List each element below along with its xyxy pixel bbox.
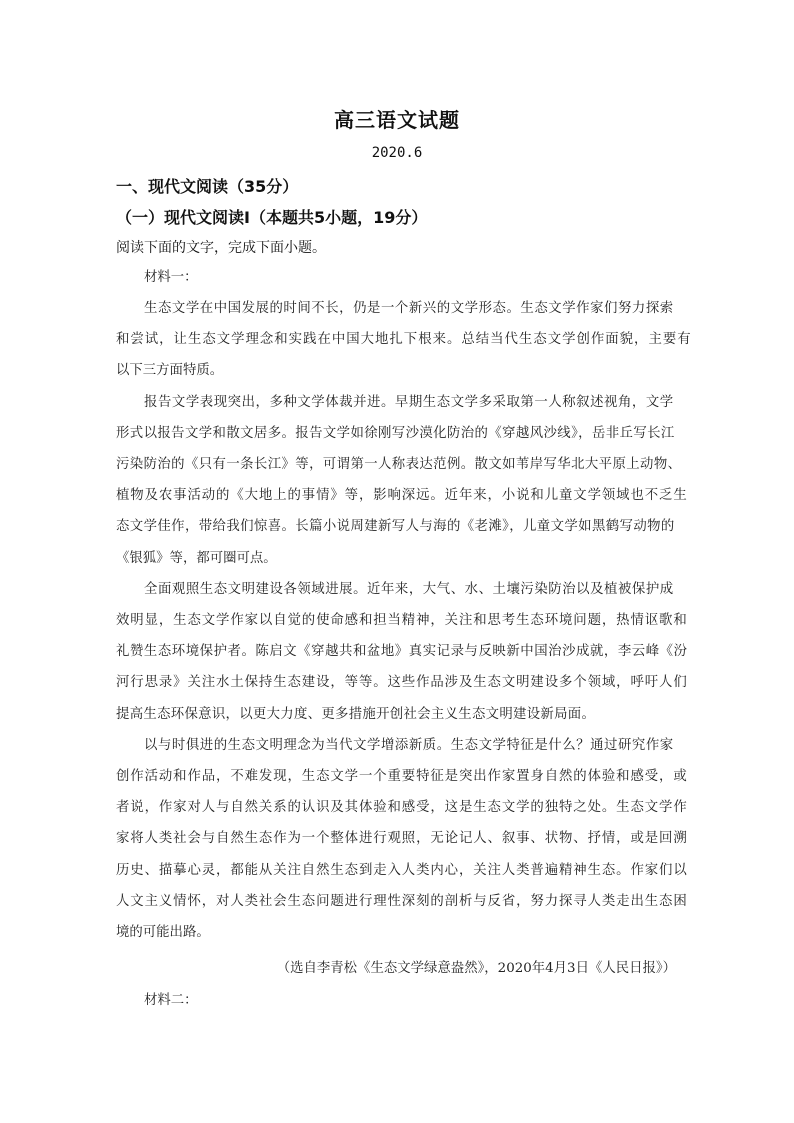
paragraph-line: 河行思录》关注水土保持生态建设，等等。这些作品涉及生态文明建设多个领域，呼吁人们: [116, 675, 688, 690]
paragraph-line: 提高生态环保意识，以更大力度、更多措施开创社会主义生态文明建设新局面。: [116, 707, 596, 722]
paragraph-line: 植物及农事活动的《大地上的事情》等，影响深远。近年来，小说和儿童文学领域也不乏生: [116, 488, 688, 503]
exam-date: 2020.6: [371, 145, 423, 161]
paragraph-line: 以下三方面特质。: [116, 363, 224, 378]
paragraph-line: 以与时俱进的生态文明理念为当代文学增添新质。生态文学特征是什么？通过研究作家: [144, 738, 674, 753]
paragraph-line: 形式以报告文学和散文居多。报告文学如徐刚写沙漠化防治的《穿越风沙线》，岳非丘写长江: [116, 426, 675, 441]
paragraph-line: 态文学佳作，带给我们惊喜。长篇小说周建新写人与海的《老滩》，儿童文学如黑鹤写动物的: [116, 519, 675, 534]
paragraph-line: 污染防治的《只有一条长江》等，可谓第一人称表达范例。散文如苇岸写华北大平原上动物、: [116, 457, 682, 472]
paragraph-line: 者说，作家对人与自然关系的认识及其体验和感受，这是生态文学的独特之处。生态文学作: [116, 800, 688, 815]
paragraph-line: 和尝试，让生态文学理念和实践在中国大地扎下根来。总结当代生态文学创作面貌，主要有: [116, 332, 692, 347]
page-title: 高三语文试题: [334, 108, 460, 132]
material-label: 材料一：: [144, 270, 198, 285]
paragraph-line: 境的可能出路。: [116, 925, 210, 940]
instruction-text: 阅读下面的文字，完成下面小题。: [116, 240, 326, 256]
paragraph-line: 效明显，生态文学作家以自觉的使命感和担当精神，关注和思考生态环境问题，热情讴歌和: [116, 613, 688, 628]
paragraph-line: 礼赞生态环境保护者。陈启文《穿越共和盆地》真实记录与反映新中国治沙成就，李云峰《汾: [116, 644, 688, 659]
paragraph-line: 生态文学在中国发展的时间不长，仍是一个新兴的文学形态。生态文学作家们努力探索: [144, 301, 674, 316]
paragraph-line: 人文主义情怀，对人类社会生态问题进行理性深刻的剖析与反省，努力探寻人类走出生态困: [116, 894, 688, 909]
paragraph-line: 《银狐》等，都可圈可点。: [116, 551, 277, 566]
material-label: 材料二：: [144, 993, 198, 1008]
paragraph-line: 创作活动和作品，不难发现，生态文学一个重要特征是突出作家置身自然的体验和感受，或: [116, 769, 688, 784]
paragraph-line: 全面观照生态文明建设各领域进展。近年来，大气、水、土壤污染防治以及植被保护成: [144, 582, 674, 597]
sub-section-heading: （一）现代文阅读Ⅰ（本题共5小题，19分）: [116, 208, 428, 227]
paragraph-line: 报告文学表现突出，多种文学体裁并进。早期生态文学多采取第一人称叙述视角，文学: [144, 395, 674, 410]
source-citation: （选自李青松《生态文学绿意盎然》，2020年4月3日《人民日报》）: [276, 961, 676, 976]
section-heading: 一、现代文阅读（35分）: [116, 177, 299, 196]
paragraph-line: 家将人类社会与自然生态作为一个整体进行观照，无论记人、叙事、状物、抒情，或是回溯: [116, 831, 688, 846]
paragraph-line: 历史、描摹心灵，都能从关注自然生态到走入人类内心，关注人类普遍精神生态。作家们以: [116, 863, 688, 878]
